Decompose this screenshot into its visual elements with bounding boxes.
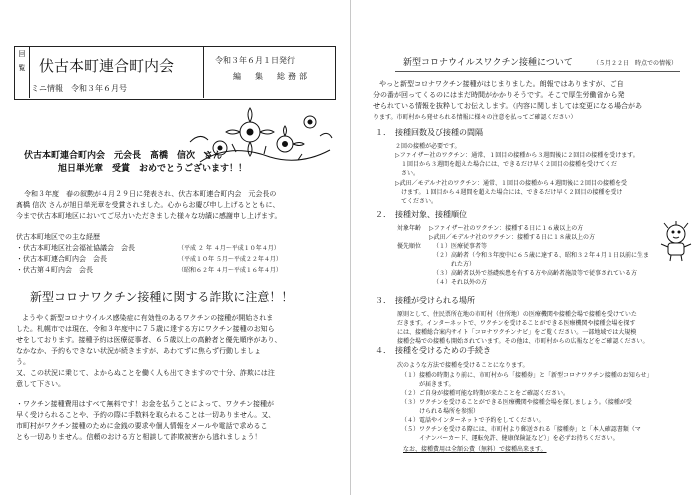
section-4-item: （５）ワクチンを受ける際には、市町村より郵送される「接種券」と「本人確認書類（マ: [401, 426, 641, 433]
section-3-line: 原則として、住民票所在地の市町村（住所地）の医療機関や接種会場で接種を受けていた: [397, 311, 637, 318]
vaccine-section-title: 新型コロナウイルスワクチン接種について: [403, 58, 573, 68]
section-1-item: てください。: [395, 198, 438, 205]
section-3-line: には、接種総合案内サイト「コロナワクチンナビ」をご覧ください。一部地域では大規模: [397, 329, 637, 336]
section-2-title: ２． 接種対象、接種順位: [375, 210, 467, 219]
history-period: （平成１０年 ５月～平成２２年４月）: [178, 256, 282, 263]
fraud-body-line: なかなか、予約もできない状況が続きますが、あわてずに焦らず行動しましょ: [16, 347, 261, 355]
priority-item: （２）高齢者（令和３年度中に６５歳に達する、昭和３２年４月１日以前に生ま: [433, 252, 650, 259]
section-4-item: （２）ご自身が接種可能な時期が来たことをご確認ください。: [401, 390, 570, 397]
section-1-lead: ２回の接種が必要です。: [395, 143, 461, 150]
section-4-title: ４． 接種を受けるための手続き: [375, 346, 491, 355]
intro-line: 分の番が回ってくるのにはまだ時間がかかりそうです。そこで厚生労働省から発: [373, 91, 625, 99]
mascot-illustration: [656, 220, 696, 262]
history-role: ・伏古本町連合町内会 会長: [16, 255, 107, 263]
intro-line: やっと新型コロナワクチン接種がはじまりました。朗報ではありますが、ご自: [379, 80, 624, 88]
fraud-body-line: せをしております。接種予約は医療従事者、６５歳以上の高齢者と優先順序があり、: [16, 336, 282, 344]
history-role: ・伏古本町地区社会福祉協議会 会長: [16, 244, 135, 252]
right-page: [350, 0, 700, 495]
fraud-note-line: ・ワクチン接種費用はすべて無料です！お金を払うことによって、ワクチン接種が: [16, 400, 275, 408]
history-period: （昭和６２年 ４月～平成１６年４月）: [178, 267, 282, 274]
priority-item: れた方）: [433, 261, 476, 268]
intro-line: せられている情報を抜粋してお伝えします。（内容に関しましては変更になる場合があ: [373, 102, 642, 110]
newsletter-title: 伏古本町連合町内会: [39, 57, 175, 75]
priority-item: （１）医療従事者等: [433, 243, 488, 250]
fraud-note-line: とも一切ありません。信頼のおける方と相談して詐欺被害から逃れましょう！: [16, 433, 262, 441]
target-age-item: ▷武田／モデルナ社のワクチン：接種する日に１８歳以上の方: [429, 234, 596, 241]
section-1-item: さい。: [395, 170, 420, 177]
target-age-item: ▷ファイザー社のワクチン：接種する日に１６歳以上の方: [429, 225, 584, 232]
newsletter-header: [14, 46, 336, 100]
title-underline: [395, 71, 680, 72]
vaccine-date-note: （５月２２日 時点での情報）: [593, 60, 678, 67]
intro-line: ります。市町村から発せられる情報に様々の注意を払ってご確認ください）: [373, 114, 577, 121]
fraud-note-line: 市町村がワクチン接種のために金銭の要求や個人情報をメールや電話で求めるこ: [16, 422, 268, 430]
section-1-item: けます。１回目から４週間を超えた場合には、できるだけ早く２回目の接種を受け: [395, 189, 623, 196]
fraud-body-line: した。札幌市では現在、令和３年度中に７５歳に達する方にワクチン接種のお知ら: [16, 325, 275, 333]
section-4-item: イナンバーカード、運転免許、健康保険証など）」を必ずお持ちください。: [401, 435, 619, 442]
section-1-item: １回目から３週間を超えた場合には、できるだけ早く２回目の接種を受けてくだ: [395, 161, 618, 168]
section-4-item: （３）ワクチンを受けることができる医療機関や接種会場を探しましょう。（接種が受: [401, 399, 632, 406]
congrats-line-2: 旭日単光章 受賞 おめでとうございます！！: [58, 164, 248, 174]
issue-label: ミニ情報 令和３年６月号: [31, 84, 127, 93]
priority-label: 優先順位: [397, 243, 422, 250]
fraud-warning-title: 新型コロナワクチン接種に関する詐欺に注意！！: [30, 290, 294, 304]
section-4-item: （４）電話やインターネットで予約をしてください。: [401, 417, 545, 424]
target-age-label: 対象年齢: [397, 225, 422, 232]
editor-dept: 編 集 総務部: [233, 72, 310, 81]
history-title: 伏古本町地区での主な経歴: [16, 233, 100, 241]
fraud-body-line: ようやく新型コロナウイルス感染症に有効性のあるワクチンの接種が開始されま: [22, 314, 274, 322]
history-period: （平成 ２ 年 ４月～平成１０年４月）: [178, 245, 280, 252]
fraud-body-line: 意して下さい。: [16, 380, 65, 388]
fraud-body-line: 又、この状況に乗じて、よからぬことを働く人も出てきますので十分、詐欺には注: [16, 369, 275, 377]
priority-item: （４）それ以外の方: [433, 279, 488, 286]
header-divider: [203, 47, 204, 98]
circulation-mark-1: 回: [18, 50, 26, 58]
free-of-charge-note: なお、接種費用は全額公費（無料）で接種出来ます。: [403, 446, 547, 453]
section-4-lead: 次のような方法で接種を受けることになります。: [397, 362, 529, 369]
section-4-item: （１）接種の時期より前に、市町村から「接種券」と「新型コロナワクチン接種のお知らせ」: [401, 372, 653, 379]
award-body-line: 令和３年度 春の叙勲が４月２９日に発表され、伏古本町連合町内会 元会長の: [24, 190, 277, 198]
history-role: ・伏古第４町内会 会長: [16, 266, 93, 274]
section-3-line: 接種会場での接種も開始されています。その他は、市町村からの広報などをご確認ください。: [397, 338, 649, 345]
section-4-item: けられる場所を参照）: [401, 408, 480, 415]
section-3-line: だきます。インターネットで、ワクチンを受けることができる医療機関や接種会場を探す: [397, 320, 636, 327]
circulation-stamp: [15, 47, 30, 98]
fraud-note-line: 早く受けられることや、予約の際に手数料を取られることは一切ありません。又、: [16, 411, 276, 419]
award-body-line: 今まで伏古本町地区においてご尽力いただきました様々な功績に感謝申し上げます。: [16, 212, 282, 220]
priority-item: （３）高齢者以外で基礎疾患を有する方や高齢者施設等で従事されている方: [433, 270, 638, 277]
section-3-title: ３． 接種が受けられる場所: [375, 296, 475, 305]
fraud-body-line: う。: [16, 358, 30, 366]
congrats-line-1: 伏古本町連合町内会 元会長 髙橋 信次 さん: [24, 151, 223, 161]
award-body-line: 髙橋 信次 さんが旭日単光章を受賞されました。心からお慶び申し上げるとともに、: [16, 201, 280, 209]
circulation-mark-2: 覧: [18, 64, 26, 72]
issue-date: 令和３年６月１日発行: [215, 56, 295, 65]
section-1-item: ▷武田／モデルナ社のワクチン：通常、１回目の接種から４週間後に２回目の接種を受: [395, 180, 628, 187]
section-1-title: １． 接種回数及び接種の間隔: [375, 128, 483, 137]
section-4-item: が届きます。: [401, 381, 455, 388]
section-1-item: ▷ファイザー社のワクチン：通常、１回目の接種から３週間後に２回目の接種を受けます。: [395, 152, 639, 159]
